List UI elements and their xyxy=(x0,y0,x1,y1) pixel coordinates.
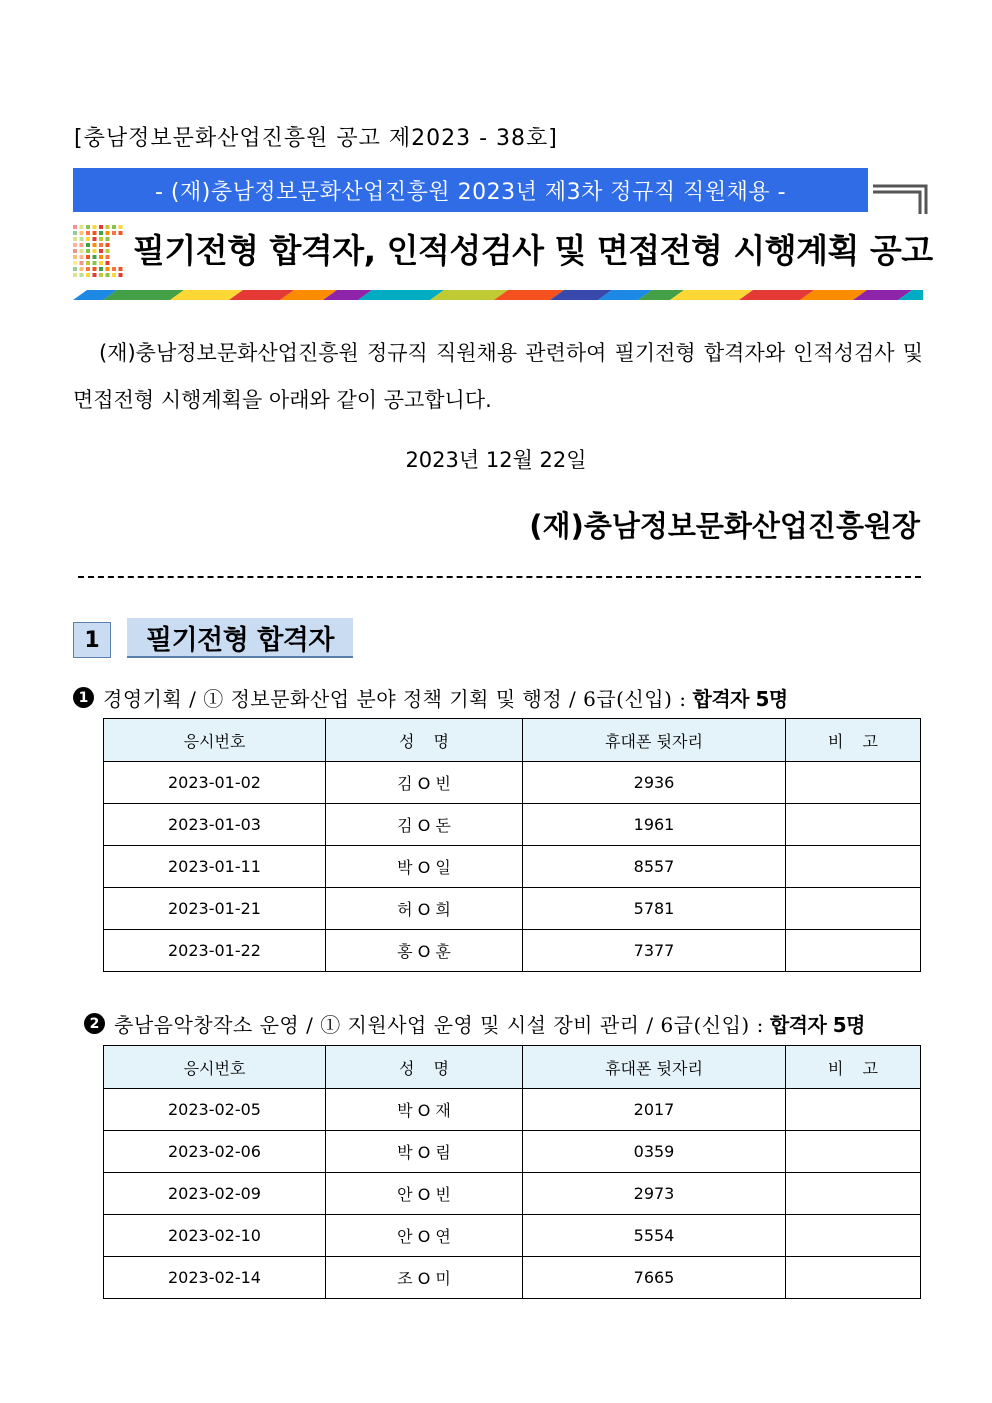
mosaic-tile xyxy=(106,225,110,229)
group-description: 경영기획 / ① 정보문화산업 분야 정책 기획 및 행정 / 6급(신입) : xyxy=(103,687,687,711)
mosaic-tile xyxy=(99,225,103,229)
mosaic-tile xyxy=(112,231,116,235)
mosaic-tile xyxy=(80,243,84,247)
mosaic-tile xyxy=(93,225,97,229)
subtitle-bar xyxy=(73,168,868,212)
mosaic-tile xyxy=(106,243,110,247)
mosaic-tile xyxy=(93,231,97,235)
remark xyxy=(786,804,921,846)
mosaic-tile xyxy=(99,273,103,277)
mosaic-tile xyxy=(86,243,90,247)
column-header: 응시번호 xyxy=(104,719,326,762)
applicant-name: 박 O 재 xyxy=(326,1089,523,1131)
notice-date: 2023년 12월 22일 xyxy=(405,448,587,472)
mosaic-tile xyxy=(80,261,84,265)
applicant-id: 2023-01-03 xyxy=(104,804,326,846)
mosaic-tile xyxy=(93,249,97,253)
mosaic-tile xyxy=(86,237,90,241)
table-row xyxy=(104,1215,921,1257)
roster-table-1 xyxy=(103,718,921,972)
rainbow-segment xyxy=(670,290,753,300)
applicant-id: 2023-02-05 xyxy=(104,1089,326,1131)
mosaic-tile xyxy=(106,249,110,253)
mosaic-tile xyxy=(80,255,84,259)
group-description: 충남음악창작소 운영 / ① 지원사업 운영 및 시설 장비 관리 / 6급(신입) : xyxy=(114,1013,764,1037)
table-header-row xyxy=(104,1046,921,1089)
mosaic-tile xyxy=(93,255,97,259)
remark xyxy=(786,1173,921,1215)
section-title: 필기전형 합격자 xyxy=(127,618,353,658)
applicant-id: 2023-01-21 xyxy=(104,888,326,930)
remark xyxy=(786,1257,921,1299)
mosaic-tile xyxy=(112,273,116,277)
mosaic-tile xyxy=(73,231,77,235)
applicant-id: 2023-01-22 xyxy=(104,930,326,972)
applicant-name: 홍 O 훈 xyxy=(326,930,523,972)
table-row xyxy=(104,846,921,888)
rainbow-segment xyxy=(358,290,444,300)
mosaic-tile xyxy=(119,267,123,271)
phone-suffix: 7377 xyxy=(523,930,786,972)
applicant-id: 2023-02-14 xyxy=(104,1257,326,1299)
remark xyxy=(786,1089,921,1131)
mosaic-tile xyxy=(93,237,97,241)
intro-paragraph xyxy=(73,330,923,424)
mosaic-tile xyxy=(99,249,103,253)
mosaic-tile xyxy=(112,267,116,271)
applicant-name: 김 O 돈 xyxy=(326,804,523,846)
mosaic-tile xyxy=(119,225,123,229)
remark xyxy=(786,1215,921,1257)
mosaic-tile xyxy=(73,225,77,229)
mosaic-tile xyxy=(99,237,103,241)
phone-suffix: 1961 xyxy=(523,804,786,846)
phone-suffix: 5781 xyxy=(523,888,786,930)
phone-suffix: 7665 xyxy=(523,1257,786,1299)
phone-suffix: 2936 xyxy=(523,762,786,804)
mosaic-tile xyxy=(106,261,110,265)
applicant-name: 조 O 미 xyxy=(326,1257,523,1299)
applicant-name: 박 O 림 xyxy=(326,1131,523,1173)
mosaic-tile xyxy=(86,261,90,265)
mosaic-tile xyxy=(73,249,77,253)
mosaic-tile xyxy=(86,273,90,277)
group-count: 합격자 5명 xyxy=(692,687,788,711)
phone-suffix: 5554 xyxy=(523,1215,786,1257)
phone-suffix: 0359 xyxy=(523,1131,786,1173)
group-count: 합격자 5명 xyxy=(769,1013,866,1037)
table-row xyxy=(104,1131,921,1173)
mosaic-tile xyxy=(73,255,77,259)
roster-table-2 xyxy=(103,1045,921,1299)
mosaic-tile xyxy=(73,261,77,265)
mosaic-tile xyxy=(93,243,97,247)
table-row xyxy=(104,888,921,930)
rainbow-divider xyxy=(73,290,923,300)
applicant-name: 박 O 일 xyxy=(326,846,523,888)
mosaic-tile xyxy=(80,237,84,241)
phone-suffix: 2973 xyxy=(523,1173,786,1215)
mosaic-tile xyxy=(80,273,84,277)
mosaic-tile xyxy=(86,225,90,229)
column-header: 휴대폰 뒷자리 xyxy=(523,719,786,762)
mosaic-tile xyxy=(106,273,110,277)
rainbow-segment xyxy=(103,290,184,300)
applicant-name: 허 O 희 xyxy=(326,888,523,930)
mosaic-tile xyxy=(73,237,77,241)
mosaic-logo-icon xyxy=(73,225,125,279)
mosaic-tile xyxy=(99,255,103,259)
table-row xyxy=(104,930,921,972)
table-row xyxy=(104,762,921,804)
remark xyxy=(786,846,921,888)
table-row xyxy=(104,1089,921,1131)
group-heading-1 xyxy=(73,683,788,712)
mosaic-tile xyxy=(80,225,84,229)
mosaic-tile xyxy=(93,273,97,277)
mosaic-tile xyxy=(106,237,110,241)
mosaic-tile xyxy=(73,273,77,277)
mosaic-tile xyxy=(99,231,103,235)
applicant-name: 안 O 연 xyxy=(326,1215,523,1257)
mosaic-tile xyxy=(119,273,123,277)
bullet-number-icon: 1 xyxy=(73,687,94,708)
applicant-id: 2023-02-09 xyxy=(104,1173,326,1215)
mosaic-tile xyxy=(80,249,84,253)
mosaic-tile xyxy=(80,267,84,271)
column-header: 성 명 xyxy=(326,719,523,762)
notice-number: [충남정보문화산업진흥원 공고 제2023 - 38호] xyxy=(74,126,558,151)
phone-suffix: 8557 xyxy=(523,846,786,888)
mosaic-tile xyxy=(93,261,97,265)
mosaic-tile xyxy=(86,231,90,235)
mosaic-tile xyxy=(93,267,97,271)
mosaic-tile xyxy=(112,225,116,229)
remark xyxy=(786,1131,921,1173)
mosaic-tile xyxy=(106,255,110,259)
mosaic-tile xyxy=(106,267,110,271)
table-row xyxy=(104,804,921,846)
corner-bracket-icon xyxy=(873,184,928,214)
mosaic-tile xyxy=(73,243,77,247)
main-title: 필기전형 합격자, 인적성검사 및 면접전형 시행계획 공고 xyxy=(133,231,933,270)
remark xyxy=(786,762,921,804)
applicant-id: 2023-01-11 xyxy=(104,846,326,888)
remark xyxy=(786,930,921,972)
mosaic-tile xyxy=(99,267,103,271)
table-header-row xyxy=(104,719,921,762)
table-row xyxy=(104,1257,921,1299)
mosaic-tile xyxy=(99,261,103,265)
mosaic-tile xyxy=(106,231,110,235)
applicant-name: 안 O 빈 xyxy=(326,1173,523,1215)
mosaic-tile xyxy=(80,231,84,235)
applicant-name: 김 O 빈 xyxy=(326,762,523,804)
dashed-divider xyxy=(78,576,921,578)
column-header: 응시번호 xyxy=(104,1046,326,1089)
mosaic-tile xyxy=(86,249,90,253)
group-heading-2 xyxy=(84,1009,865,1038)
mosaic-tile xyxy=(86,267,90,271)
subtitle-text: - (재)충남정보문화산업진흥원 2023년 제3차 정규직 직원채용 - xyxy=(154,179,787,205)
column-header: 비 고 xyxy=(786,719,921,762)
bullet-number-icon: 2 xyxy=(84,1013,105,1034)
phone-suffix: 2017 xyxy=(523,1089,786,1131)
mosaic-tile xyxy=(86,255,90,259)
column-header: 휴대폰 뒷자리 xyxy=(523,1046,786,1089)
signer-name: (재)충남정보문화산업진흥원장 xyxy=(529,509,920,543)
table-row xyxy=(104,1173,921,1215)
mosaic-tile xyxy=(73,267,77,271)
mosaic-tile xyxy=(99,243,103,247)
applicant-id: 2023-01-02 xyxy=(104,762,326,804)
title-row xyxy=(73,223,933,283)
column-header: 성 명 xyxy=(326,1046,523,1089)
intro-text: (재)충남정보문화산업진흥원 정규직 직원채용 관련하여 필기전형 합격자와 인적성검사 및 면접전형 시행계획을 아래와 같이 공고합니다. xyxy=(73,341,923,412)
remark xyxy=(786,888,921,930)
applicant-id: 2023-02-10 xyxy=(104,1215,326,1257)
column-header: 비 고 xyxy=(786,1046,921,1089)
section-number: 1 xyxy=(73,622,111,658)
mosaic-tile xyxy=(119,231,123,235)
applicant-id: 2023-02-06 xyxy=(104,1131,326,1173)
